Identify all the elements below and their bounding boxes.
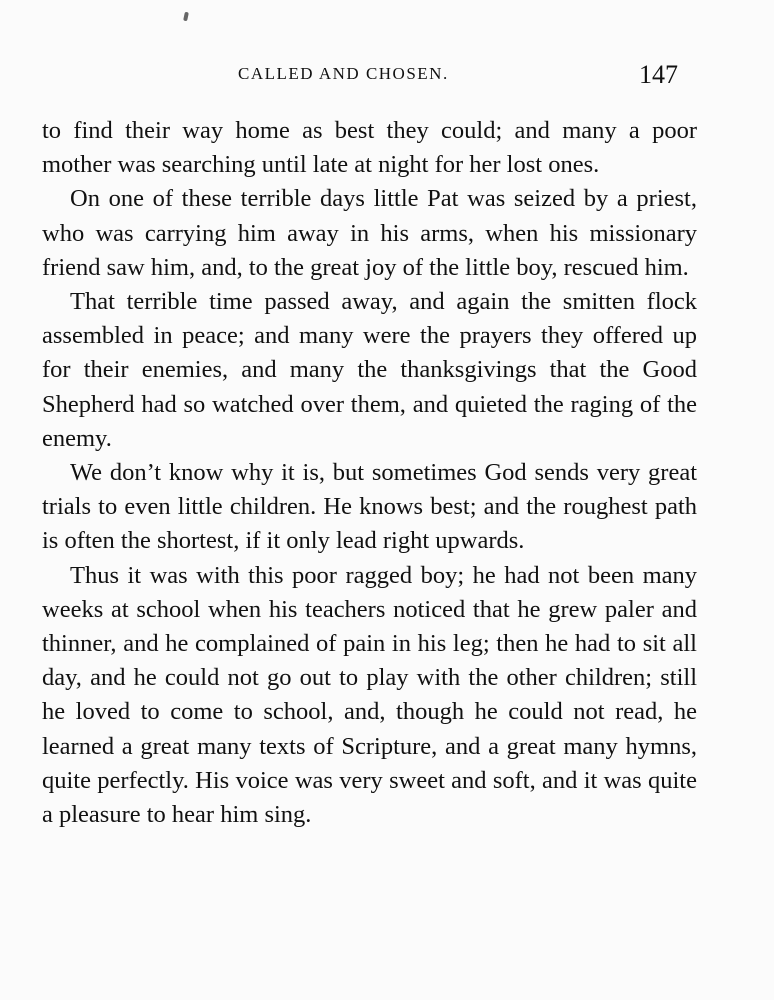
paragraph: On one of these terrible days little Pat was seized by a priest, who was carrying him away in his arms, when his missionary friend saw him, and, to the great joy of the little boy, rescued him. [42,185,697,281]
print-speck [183,12,189,22]
paragraph: We don’t know why it is, but sometimes God sends very great trials to even little children. He knows best; and the roughest path is often the shortest, if it only lead right upwards. [42,459,697,555]
page-number: 147 [639,60,678,89]
paragraph: Thus it was with this poor ragged boy; he had not been many weeks at school when his teachers noticed that he grew paler and thinner, and he complained of pain in his leg; then he had to sit all day, and he could not go out to play with the other children; still he loved to come to school, and, though he could not read, he learned a great many texts of Scripture, and a great many hymns, quite perfectly. His voice was very sweet and soft, and it was quite a pleasure to hear him sing. [42,561,697,829]
running-title: CALLED AND CHOSEN. [238,64,449,83]
running-head [0,60,774,94]
paragraph-continued: to find their way home as best they could; and many a poor mother was searching until late at night for her lost ones. [42,117,697,179]
paragraph: That terrible time passed away, and again the smitten flock assembled in peace; and many were the prayers they offered up for their enemies, and many the thanksgivings that the Good Shepherd had so watched over them, and quieted the raging of the enemy. [42,288,697,452]
body-text [42,114,697,832]
